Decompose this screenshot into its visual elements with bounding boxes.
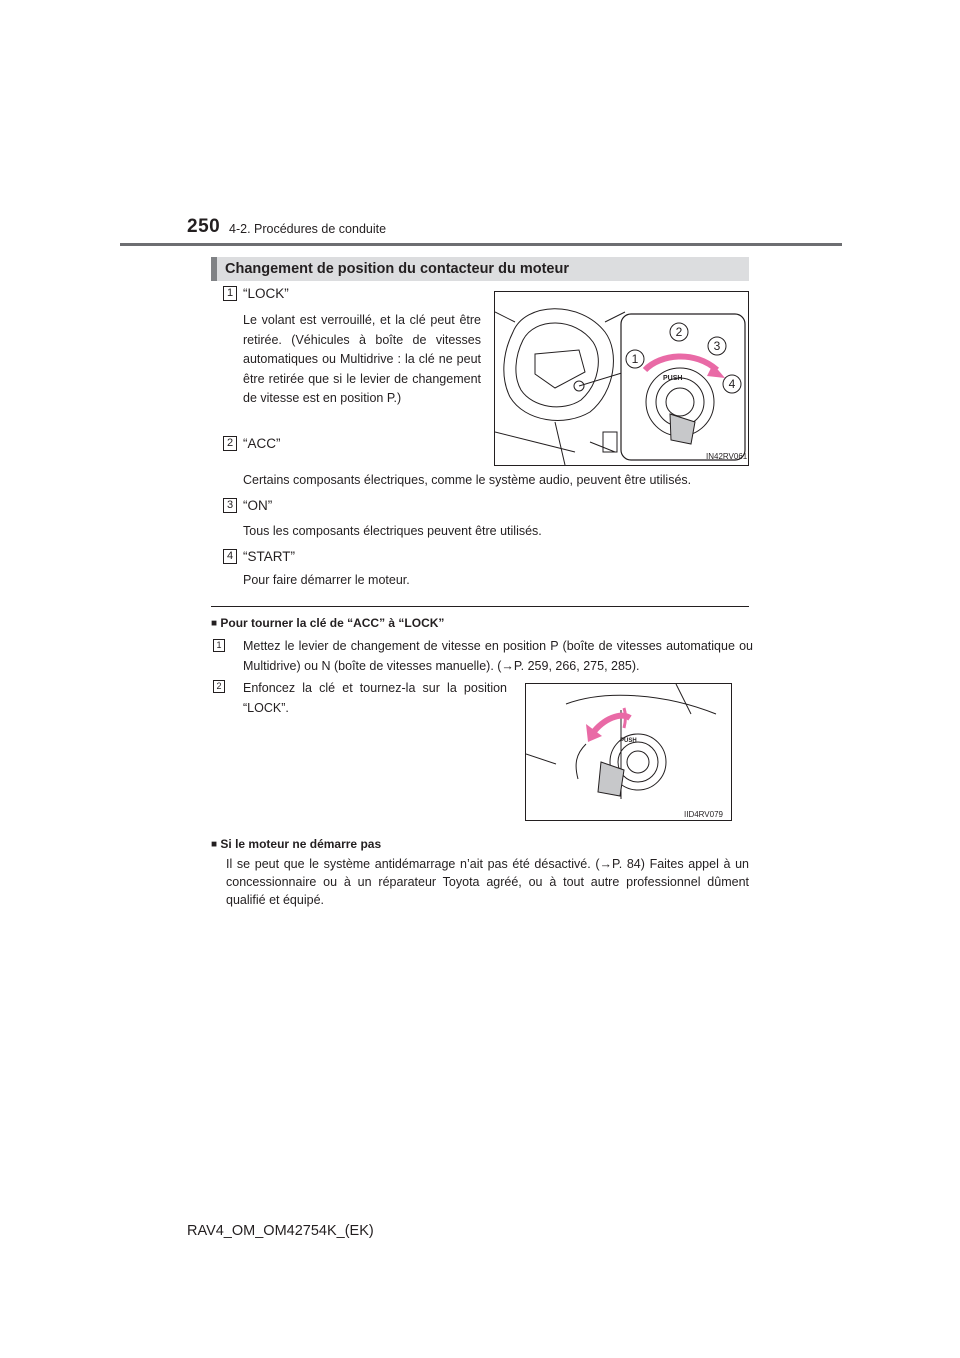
figure-label-1: IN42RV061 xyxy=(706,452,748,461)
item-desc-on: Tous les composants électriques peuvent être utilisés. xyxy=(243,524,542,538)
item-number-1: 1 xyxy=(223,286,237,301)
callout-1: 1 xyxy=(631,352,639,366)
item-desc-start: Pour faire démarrer le moteur. xyxy=(243,573,410,587)
item-title-acc: “ACC” xyxy=(243,436,281,451)
item-title-lock: “LOCK” xyxy=(243,286,289,301)
no-start-heading xyxy=(211,837,381,851)
callout-2: 2 xyxy=(675,325,683,339)
acc-lock-heading xyxy=(211,616,444,630)
bullet-square-icon: ■ xyxy=(211,618,218,629)
document-id: RAV4_OM_OM42754K_(EK) xyxy=(187,1223,374,1239)
item-desc-acc: Certains composants électriques, comme le système audio, peuvent être utilisés. xyxy=(243,473,692,487)
item-number-3: 3 xyxy=(223,498,237,513)
callout-4: 4 xyxy=(728,377,736,391)
ignition-switch-figure xyxy=(494,291,749,466)
acc-lock-heading-text: Pour tourner la clé de “ACC” à “LOCK” xyxy=(220,616,445,630)
section-title: Changement de position du contacteur du moteur xyxy=(225,261,569,277)
item-desc-lock: Le volant est verrouillé, et la clé peut être retirée. (Véhicules à boîte de vitesses automatiques ou Multidrive : la clé ne peut être retirée que si le levier de changement de vitesse est en position P.) xyxy=(243,313,481,405)
figure-label-2: IID4RV079 xyxy=(684,810,723,819)
step-text-1: Mettez le levier de changement de vitesse en position P (boîte de vitesses automatique ou Multidrive) ou N (boîte de vitesses manuelle). (→P. 259, 266, 275, 285). xyxy=(243,639,753,673)
push-text-2: PUSH xyxy=(620,738,637,744)
step-number-2: 2 xyxy=(213,680,225,693)
callout-3: 3 xyxy=(713,339,721,353)
page-number: 250 xyxy=(187,216,221,237)
key-turn-illustration xyxy=(526,684,731,820)
key-turn-figure xyxy=(525,683,732,821)
ignition-switch-illustration xyxy=(495,292,748,465)
chapter-title: 4-2. Procédures de conduite xyxy=(229,222,387,236)
item-title-start: “START” xyxy=(243,549,295,564)
push-text: PUSH xyxy=(663,375,683,382)
step-text-2: Enfoncez la clé et tournez-la sur la position “LOCK”. xyxy=(243,681,507,715)
step-number-1: 1 xyxy=(213,639,225,652)
item-number-4: 4 xyxy=(223,549,237,564)
no-start-heading-text: Si le moteur ne démarre pas xyxy=(220,837,382,851)
header-rule xyxy=(120,243,842,246)
section-divider xyxy=(211,606,749,607)
item-title-on: “ON” xyxy=(243,498,273,513)
bullet-square-icon: ■ xyxy=(211,839,218,850)
no-start-text: Il se peut que le système antidémarrage n’ait pas été désactivé. (→P. 84) Faites appel à un concessionnaire ou à un réparateur Toyota agréé, ou à tout autre professionnel dûment qualifié et équipé. xyxy=(226,857,749,907)
item-number-2: 2 xyxy=(223,436,237,451)
